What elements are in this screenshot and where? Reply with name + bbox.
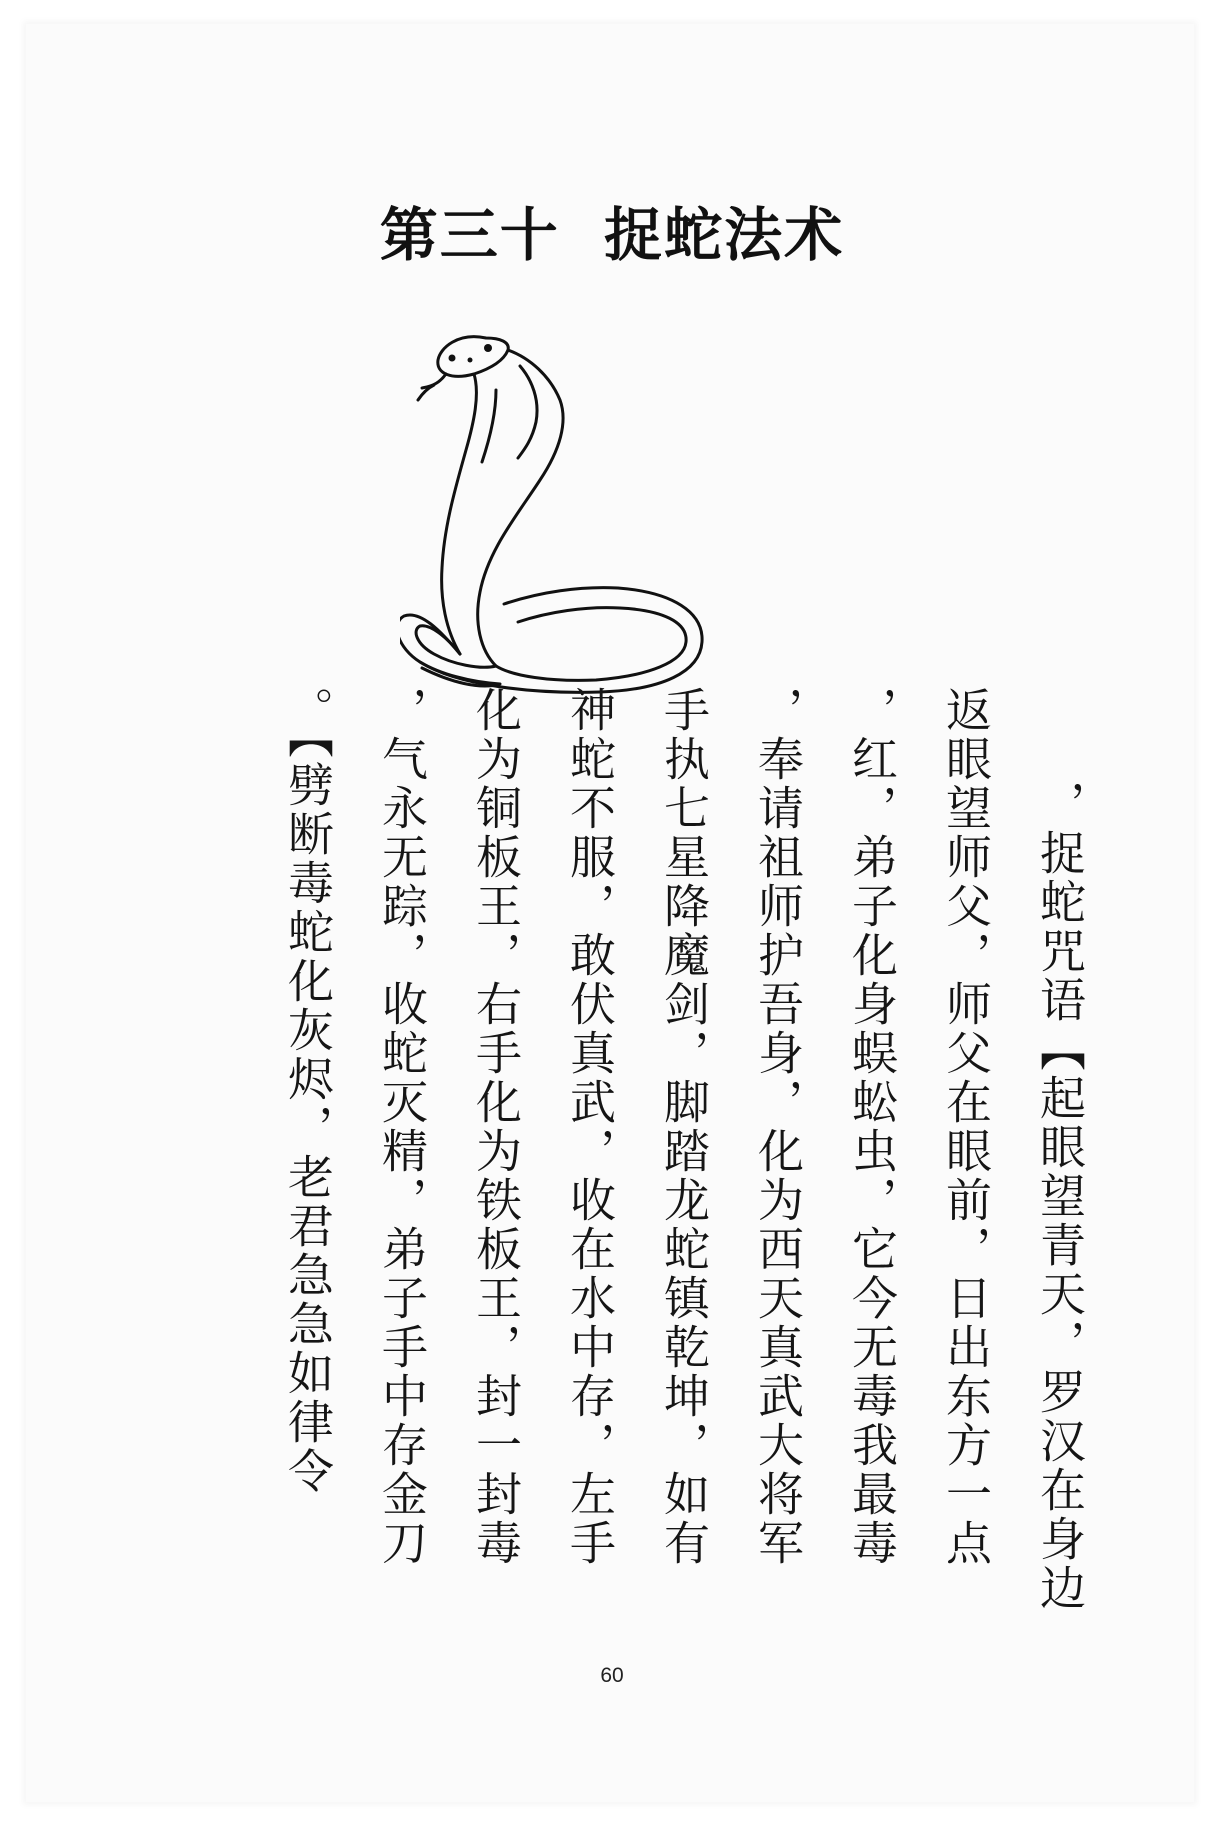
text-column: 手执七星降魔剑，脚踏龙蛇镇乾坤，如有 — [657, 686, 711, 1568]
text-column: 奉请祖师护吾身，化为西天真武大将军， — [751, 686, 805, 1568]
text-column: 化为铜板王，右手化为铁板王，封一封毒 — [469, 686, 523, 1568]
text-column: 劈断毒蛇化灰烬，老君急急如律令】。 — [281, 686, 335, 1496]
text-column: 气永无踪，收蛇灭精，弟子手中存金刀， — [375, 686, 429, 1568]
snake-coil-inner — [496, 608, 686, 681]
chapter-title: 第三十 捉蛇法术 — [379, 201, 845, 269]
text-column: 返眼望师父，师父在眼前，日出东方一点 — [939, 686, 993, 1568]
snake-eye — [468, 358, 473, 363]
snake-tail — [420, 662, 500, 686]
snake-hood-outer — [478, 350, 563, 666]
page-number: 60 — [600, 1664, 624, 1687]
snake-head — [438, 337, 508, 377]
snake-neck-inner — [482, 390, 496, 462]
snake-eye — [484, 344, 492, 352]
snake-eye — [449, 355, 456, 362]
text-column: 红，弟子化身蜈蚣虫，它今无毒我最毒， — [845, 686, 899, 1568]
snake-hood-inner — [518, 366, 537, 458]
text-column: 神蛇不服，敢伏真武，收在水中存，左手 — [563, 686, 617, 1568]
snake-tongue — [418, 374, 446, 400]
spell-text — [130, 686, 1090, 1660]
snake-neck-front — [442, 374, 477, 654]
text-column: 捉蛇咒语【起眼望青天，罗汉在身边， — [1033, 780, 1087, 1613]
